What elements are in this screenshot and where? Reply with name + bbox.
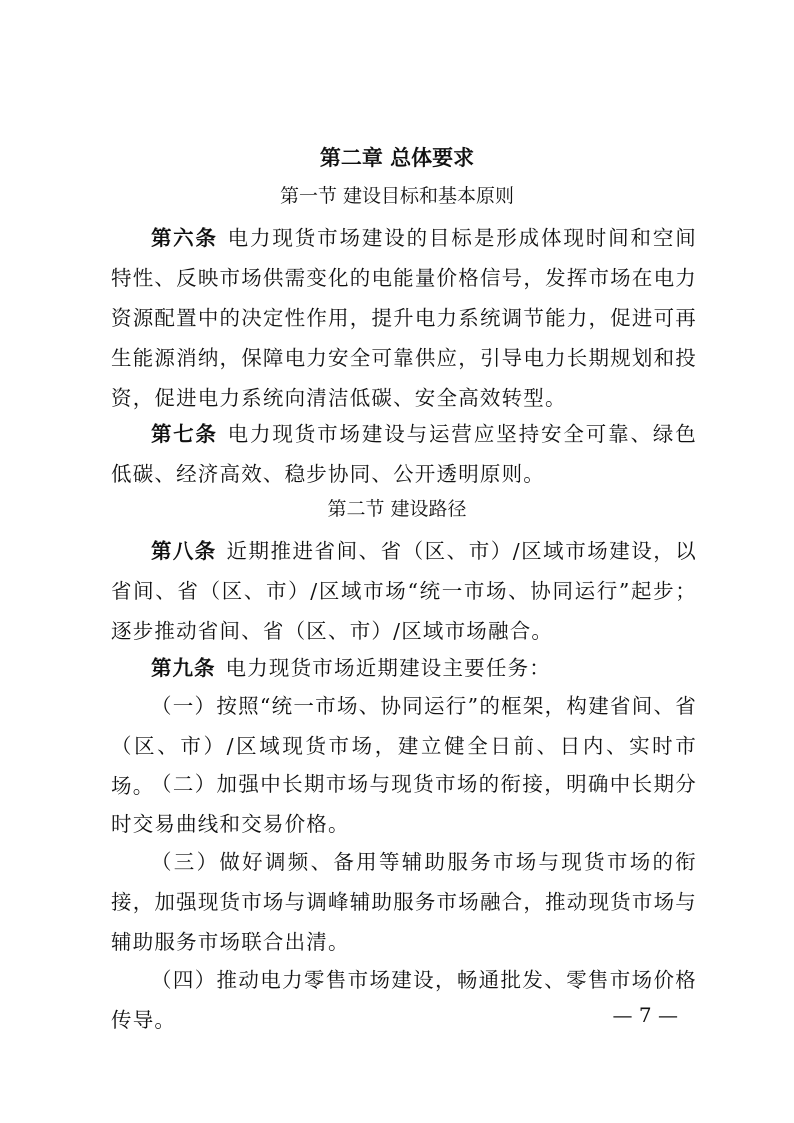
list-item: （三）做好调频、备用等辅助服务市场与现货市场的衔接，加强现货市场与调峰辅助服务市场融合，推动现货市场与辅助服务市场联合出清。: [111, 850, 697, 954]
section-title-1: 第一节 建设目标和基本原则: [279, 185, 515, 207]
article-text: 电力现货市场建设的目标是形成体现时间和空间特性、反映市场供需变化的电能量价格信号，发挥市场在电力资源配置中的决定性作用，提升电力系统调节能力，促进可再生能源消纳，保障电力安全可靠供应，引导电力长期规划和投资，促进电力系统向清洁低碳、安全高效转型。: [111, 226, 697, 410]
article-9: [111, 648, 697, 688]
article-label: 第六条: [151, 226, 218, 250]
article-text: 电力现货市场近期建设主要任务：: [225, 656, 551, 680]
article-8: [111, 531, 697, 651]
list-item: （二）加强中长期市场与现货市场的衔接，明确中长期分时交易曲线和交易价格。: [111, 772, 697, 836]
chapter-title: 第二章 总体要求: [319, 146, 475, 170]
article-label: 第八条: [151, 539, 217, 563]
article-7: [111, 414, 697, 494]
article-text: 近期推进省间、省（区、市）/区域市场建设，以省间、省（区、市）/区域市场“统一市场、协同运行”起步；逐步推动省间、省（区、市）/区域市场融合。: [111, 539, 698, 643]
section-title-2: 第二节 建设路径: [327, 498, 467, 520]
list-item: （四）推动电力零售市场建设，畅通批发、零售市场价格传导。: [111, 968, 697, 1032]
article-6: [111, 218, 697, 418]
article-text: 电力现货市场建设与运营应坚持安全可靠、绿色低碳、经济高效、稳步协同、公开透明原则。: [111, 422, 697, 486]
article-label: 第七条: [151, 422, 218, 446]
list-item: （一）按照“统一市场、协同运行”的框架，构建省间、省（区、市）/区域现货市场，建立健全日前、日内、实时市场。: [111, 694, 697, 798]
article-label: 第九条: [151, 656, 216, 680]
page-number-text: — 7 —: [612, 1003, 678, 1027]
